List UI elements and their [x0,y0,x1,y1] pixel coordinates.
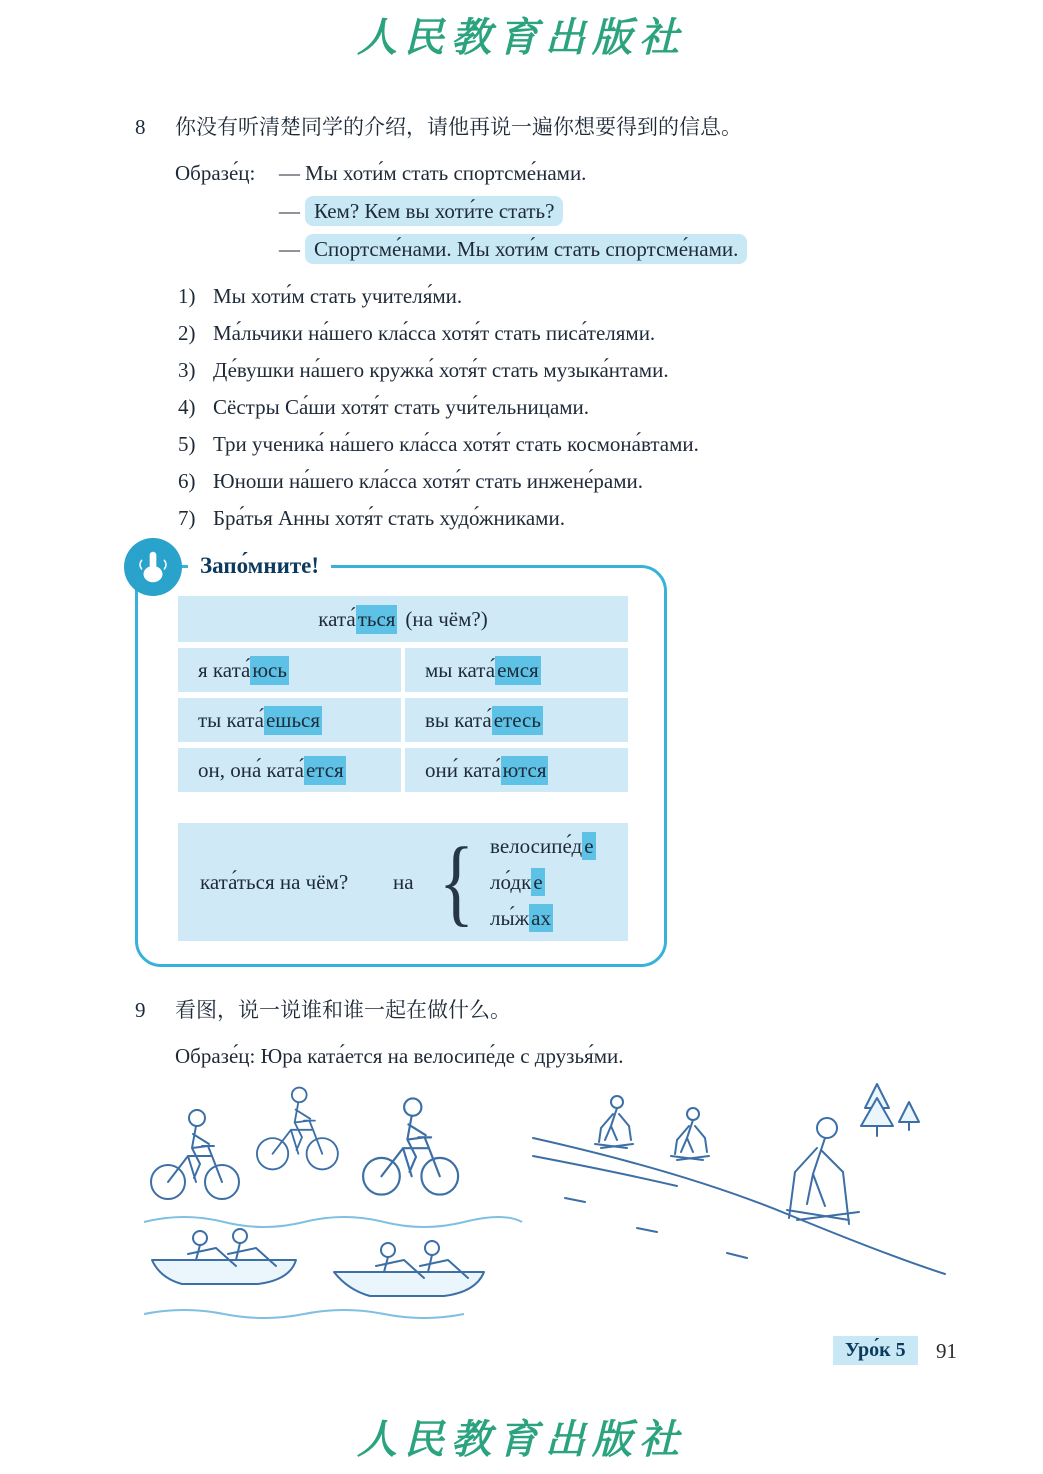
exercise-8 [135,112,935,537]
form-stem: они́ ката́ [425,757,501,782]
item-text: Сёстры Са́ши хотя́т стать учи́тельницами. [213,395,590,419]
infinitive-ending-highlight: ться [356,605,398,634]
example-sentence: Юра ката́ется на велосипе́де с друзья́ми. [260,1044,624,1068]
form-stem: мы ката́ [425,657,496,682]
option-ending-highlight: е [533,870,543,894]
usage-option [490,864,595,900]
option-stem: ло́дк [490,870,532,894]
exercise-9-header [135,995,935,1025]
item-number: 5) [178,432,196,456]
conjugation-cell [178,648,401,692]
item-number: 2) [178,321,196,345]
infinitive-stem: ката́ [318,606,356,631]
example-line [175,154,935,192]
item-text: Юноши на́шего кла́сса хотя́т стать инжене́рами. [213,469,643,493]
item-text: Де́вушки на́шего кружка́ хотя́т стать музыка́нтами. [213,358,669,382]
example-sentence-2-highlighted: Кем? Кем вы хоти́те стать? [305,196,563,226]
form-stem: вы ката́ [425,707,492,732]
conjugation-cell [178,698,401,742]
option-ending-highlight: ах [531,906,551,930]
list-item [178,278,935,315]
example-sentence-3-highlighted: Спортсме́нами. Мы хоти́м стать спортсме́нами. [305,234,747,264]
item-number: 7) [178,506,196,530]
form-stem: я ката́ [198,657,251,682]
usage-option [490,900,595,936]
exercise-8-item-list [178,278,935,537]
list-item [178,463,935,500]
publisher-logo-bottom: 人民教育出版社 [357,1417,686,1462]
skiing-illustration [525,1076,955,1288]
remember-box [135,553,667,967]
remember-title: Запо́мните! [188,550,331,582]
option-stem: велосипе́д [490,834,583,858]
item-number: 4) [178,395,196,419]
list-item [178,389,935,426]
lesson-badge: Уро́к 5 [833,1336,918,1365]
usage-preposition: на [393,869,414,894]
item-number: 3) [178,358,196,382]
conjugation-cell [178,748,401,792]
example-line [279,230,935,268]
exercise-9-instruction: 看图，说一说谁和谁一起在做什么。 [175,998,511,1022]
item-text: Мы хоти́м стать учителя́ми. [213,284,463,308]
dialogue-dash: — [279,237,300,261]
dialogue-dash: — [279,199,300,223]
list-item [178,315,935,352]
usage-question: ката́ться на чём? [200,869,349,894]
conjugation-table [178,596,628,792]
list-item [178,426,935,463]
page-number: 91 [936,1339,957,1363]
form-ending-highlight: ется [304,756,346,785]
conjugation-grid [178,648,628,792]
list-item [178,352,935,389]
form-stem: ты ката́ [198,707,264,732]
example-sentence-1: Мы хоти́м стать спортсме́нами. [305,161,587,185]
item-text: Три ученика́ на́шего кла́сса хотя́т стать космона́втами. [213,432,699,456]
infinitive-note: (на чём?) [405,606,488,631]
curly-brace: { [438,828,475,936]
publisher-logo-top: 人民教育出版社 [357,15,686,60]
exercise-9-number: 9 [135,998,146,1022]
form-ending-highlight: емся [495,656,541,685]
conjugation-table-header [178,596,628,642]
usage-panel [178,823,628,941]
option-ending-highlight: е [584,834,594,858]
usage-options [490,828,595,936]
conjugation-cell [405,648,628,692]
cycling-and-rowing-illustration [140,1062,525,1324]
option-stem: лы́ж [490,906,530,930]
form-ending-highlight: ешься [264,706,322,735]
item-number: 6) [178,469,196,493]
example-label: Образе́ц: [175,1044,256,1068]
exercise-8-instruction: 你没有听清楚同学的介绍，请他再说一遍你想要得到的信息。 [175,115,742,139]
pointing-hand-icon [124,538,182,596]
item-text: Бра́тья Анны хотя́т стать худо́жниками. [213,506,565,530]
exercise-9-illustrations [135,1058,960,1326]
list-item [178,500,935,537]
exercise-8-example [135,154,935,268]
form-ending-highlight: юсь [250,656,289,685]
conjugation-cell [405,748,628,792]
form-ending-highlight: ются [501,756,549,785]
exercise-8-header [135,112,935,142]
item-number: 1) [178,284,196,308]
form-ending-highlight: етесь [492,706,543,735]
example-label: Образе́ц: [175,161,256,185]
dialogue-dash: — [279,161,300,185]
conjugation-cell [405,698,628,742]
exercise-8-number: 8 [135,115,146,139]
form-stem: он, она́ ката́ [198,757,304,782]
usage-option [490,828,595,864]
example-line [279,192,935,230]
item-text: Ма́льчики на́шего кла́сса хотя́т стать писа́телями. [213,321,656,345]
